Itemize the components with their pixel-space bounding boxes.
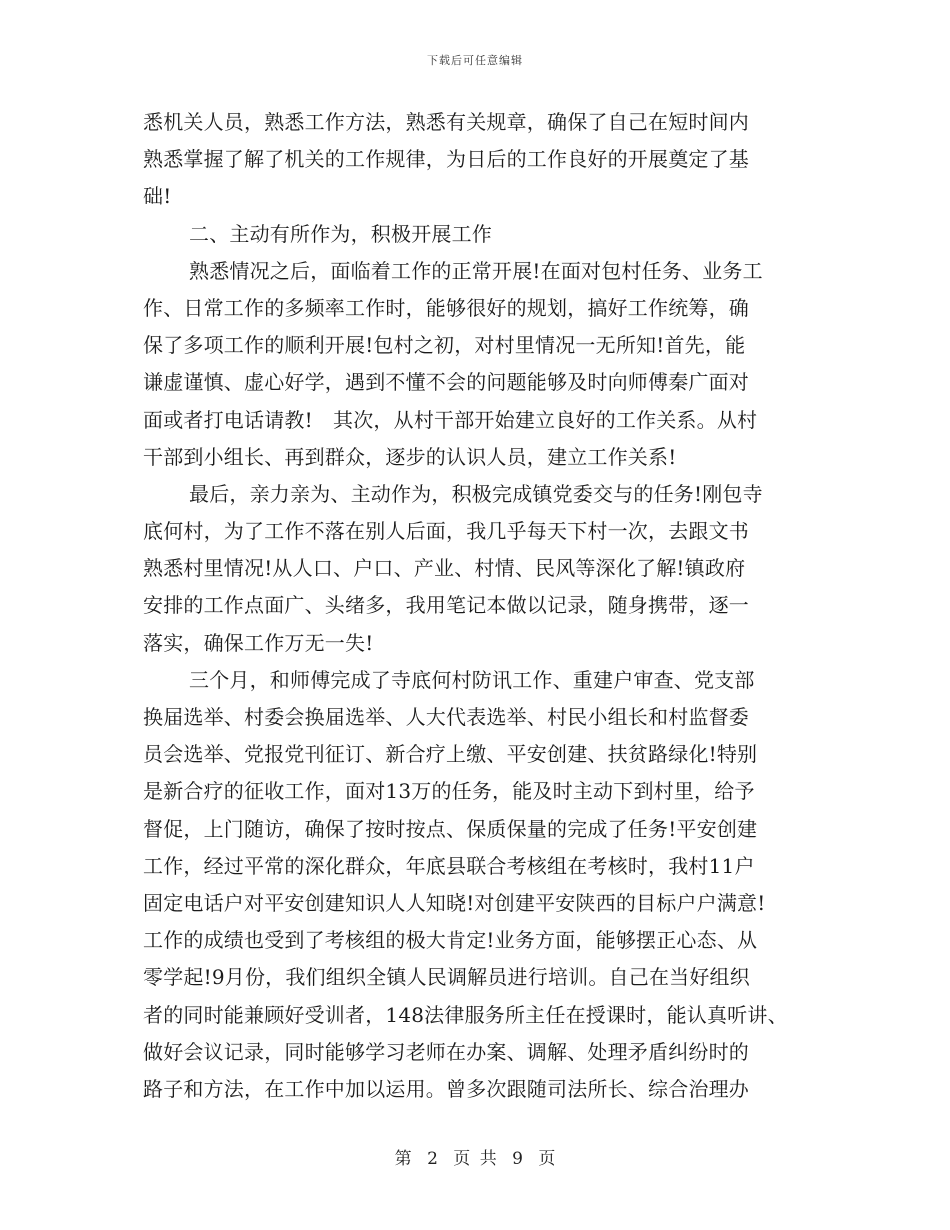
body-text-line: 干部到小组长、再到群众，逐步的认识人员，建立工作关系! xyxy=(143,444,677,469)
page-label-suffix: 页 xyxy=(538,1149,556,1169)
body-text-line: 础! xyxy=(143,184,172,209)
body-text-line: 谦虚谨慎、虚心好学，遇到不懂不会的问题能够及时向师傅秦广面对 xyxy=(143,370,749,395)
body-text-line: 零学起!9月份，我们组织全镇人民调解员进行培训。自己在当好组织 xyxy=(143,965,750,990)
total-pages-number: 9 xyxy=(512,1149,523,1169)
body-text-line: 换届选举、村委会换届选举、人大代表选举、村民小组长和村监督委 xyxy=(143,705,749,729)
body-text-line: 悉机关人员，熟悉工作方法，熟悉有关规章，确保了自己在短时间内 xyxy=(143,110,749,134)
body-text-line: 是新合疗的征收工作，面对13万的任务，能及时主动下到村里，给予 xyxy=(143,779,755,804)
body-text-line: 落实，确保工作万无一失! xyxy=(143,630,374,655)
page-header: 下载后可任意编辑 xyxy=(427,54,523,67)
page-label-mid: 页 共 xyxy=(453,1149,497,1169)
body-text-line: 工作的成绩也受到了考核组的极大肯定!业务方面，能够摆正心态、从 xyxy=(143,928,758,953)
body-text-line: 熟悉村里情况!从人口、户口、产业、村情、民风等深化了解!镇政府 xyxy=(143,556,746,581)
body-text-line: 熟悉掌握了解了机关的工作规律，为日后的工作良好的开展奠定了基 xyxy=(143,147,749,172)
body-text-line: 员会选举、党报党刊征订、新合疗上缴、平安创建、扶贫路绿化!特别 xyxy=(143,742,758,767)
body-text-line: 固定电话户对平安创建知识人人知晓!对创建平安陕西的目标户户满意! xyxy=(143,890,766,915)
page-footer xyxy=(0,1144,950,1169)
body-text-line: 最后，亲力亲为、主动作为，积极完成镇党委交与的任务!刚包寺 xyxy=(189,481,763,506)
body-text-line: 路子和方法，在工作中加以运用。曾多次跟随司法所长、综合治理办 xyxy=(143,1076,749,1101)
body-text-line: 保了多项工作的顺利开展!包村之初，对村里情况一无所知!首先，能 xyxy=(143,333,746,358)
body-text-line: 二、主动有所作为，积极开展工作 xyxy=(189,221,492,246)
document-body xyxy=(143,104,833,1108)
body-text-line: 面或者打电话请教! 其次，从村干部开始建立良好的工作关系。从村 xyxy=(143,407,758,432)
body-text-line: 作、日常工作的多频率工作时，能够很好的规划，搞好工作统筹，确 xyxy=(143,295,749,320)
current-page-number: 2 xyxy=(427,1149,438,1169)
body-text-line: 三个月，和师傅完成了寺底何村防讯工作、重建户审查、党支部 xyxy=(189,667,755,692)
body-text-line: 底何村，为了工作不落在别人后面，我几乎每天下村一次，去跟文书 xyxy=(143,519,749,544)
body-text-line: 安排的工作点面广、头绪多，我用笔记本做以记录，随身携带，逐一 xyxy=(143,593,749,618)
body-text-line: 者的同时能兼顾好受训者，148法律服务所主任在授课时，能认真听讲、 xyxy=(143,1002,788,1027)
body-text-line: 督促，上门随访，确保了按时按点、保质保量的完成了任务!平安创建 xyxy=(143,816,758,841)
body-text-line: 做好会议记录，同时能够学习老师在办案、调解、处理矛盾纠纷时的 xyxy=(143,1039,749,1064)
body-text-line: 熟悉情况之后，面临着工作的正常开展!在面对包村任务、业务工 xyxy=(189,258,763,283)
page-label-prefix: 第 xyxy=(394,1149,412,1169)
body-text-line: 工作，经过平常的深化群众，年底县联合考核组在考核时，我村11户 xyxy=(143,853,755,878)
